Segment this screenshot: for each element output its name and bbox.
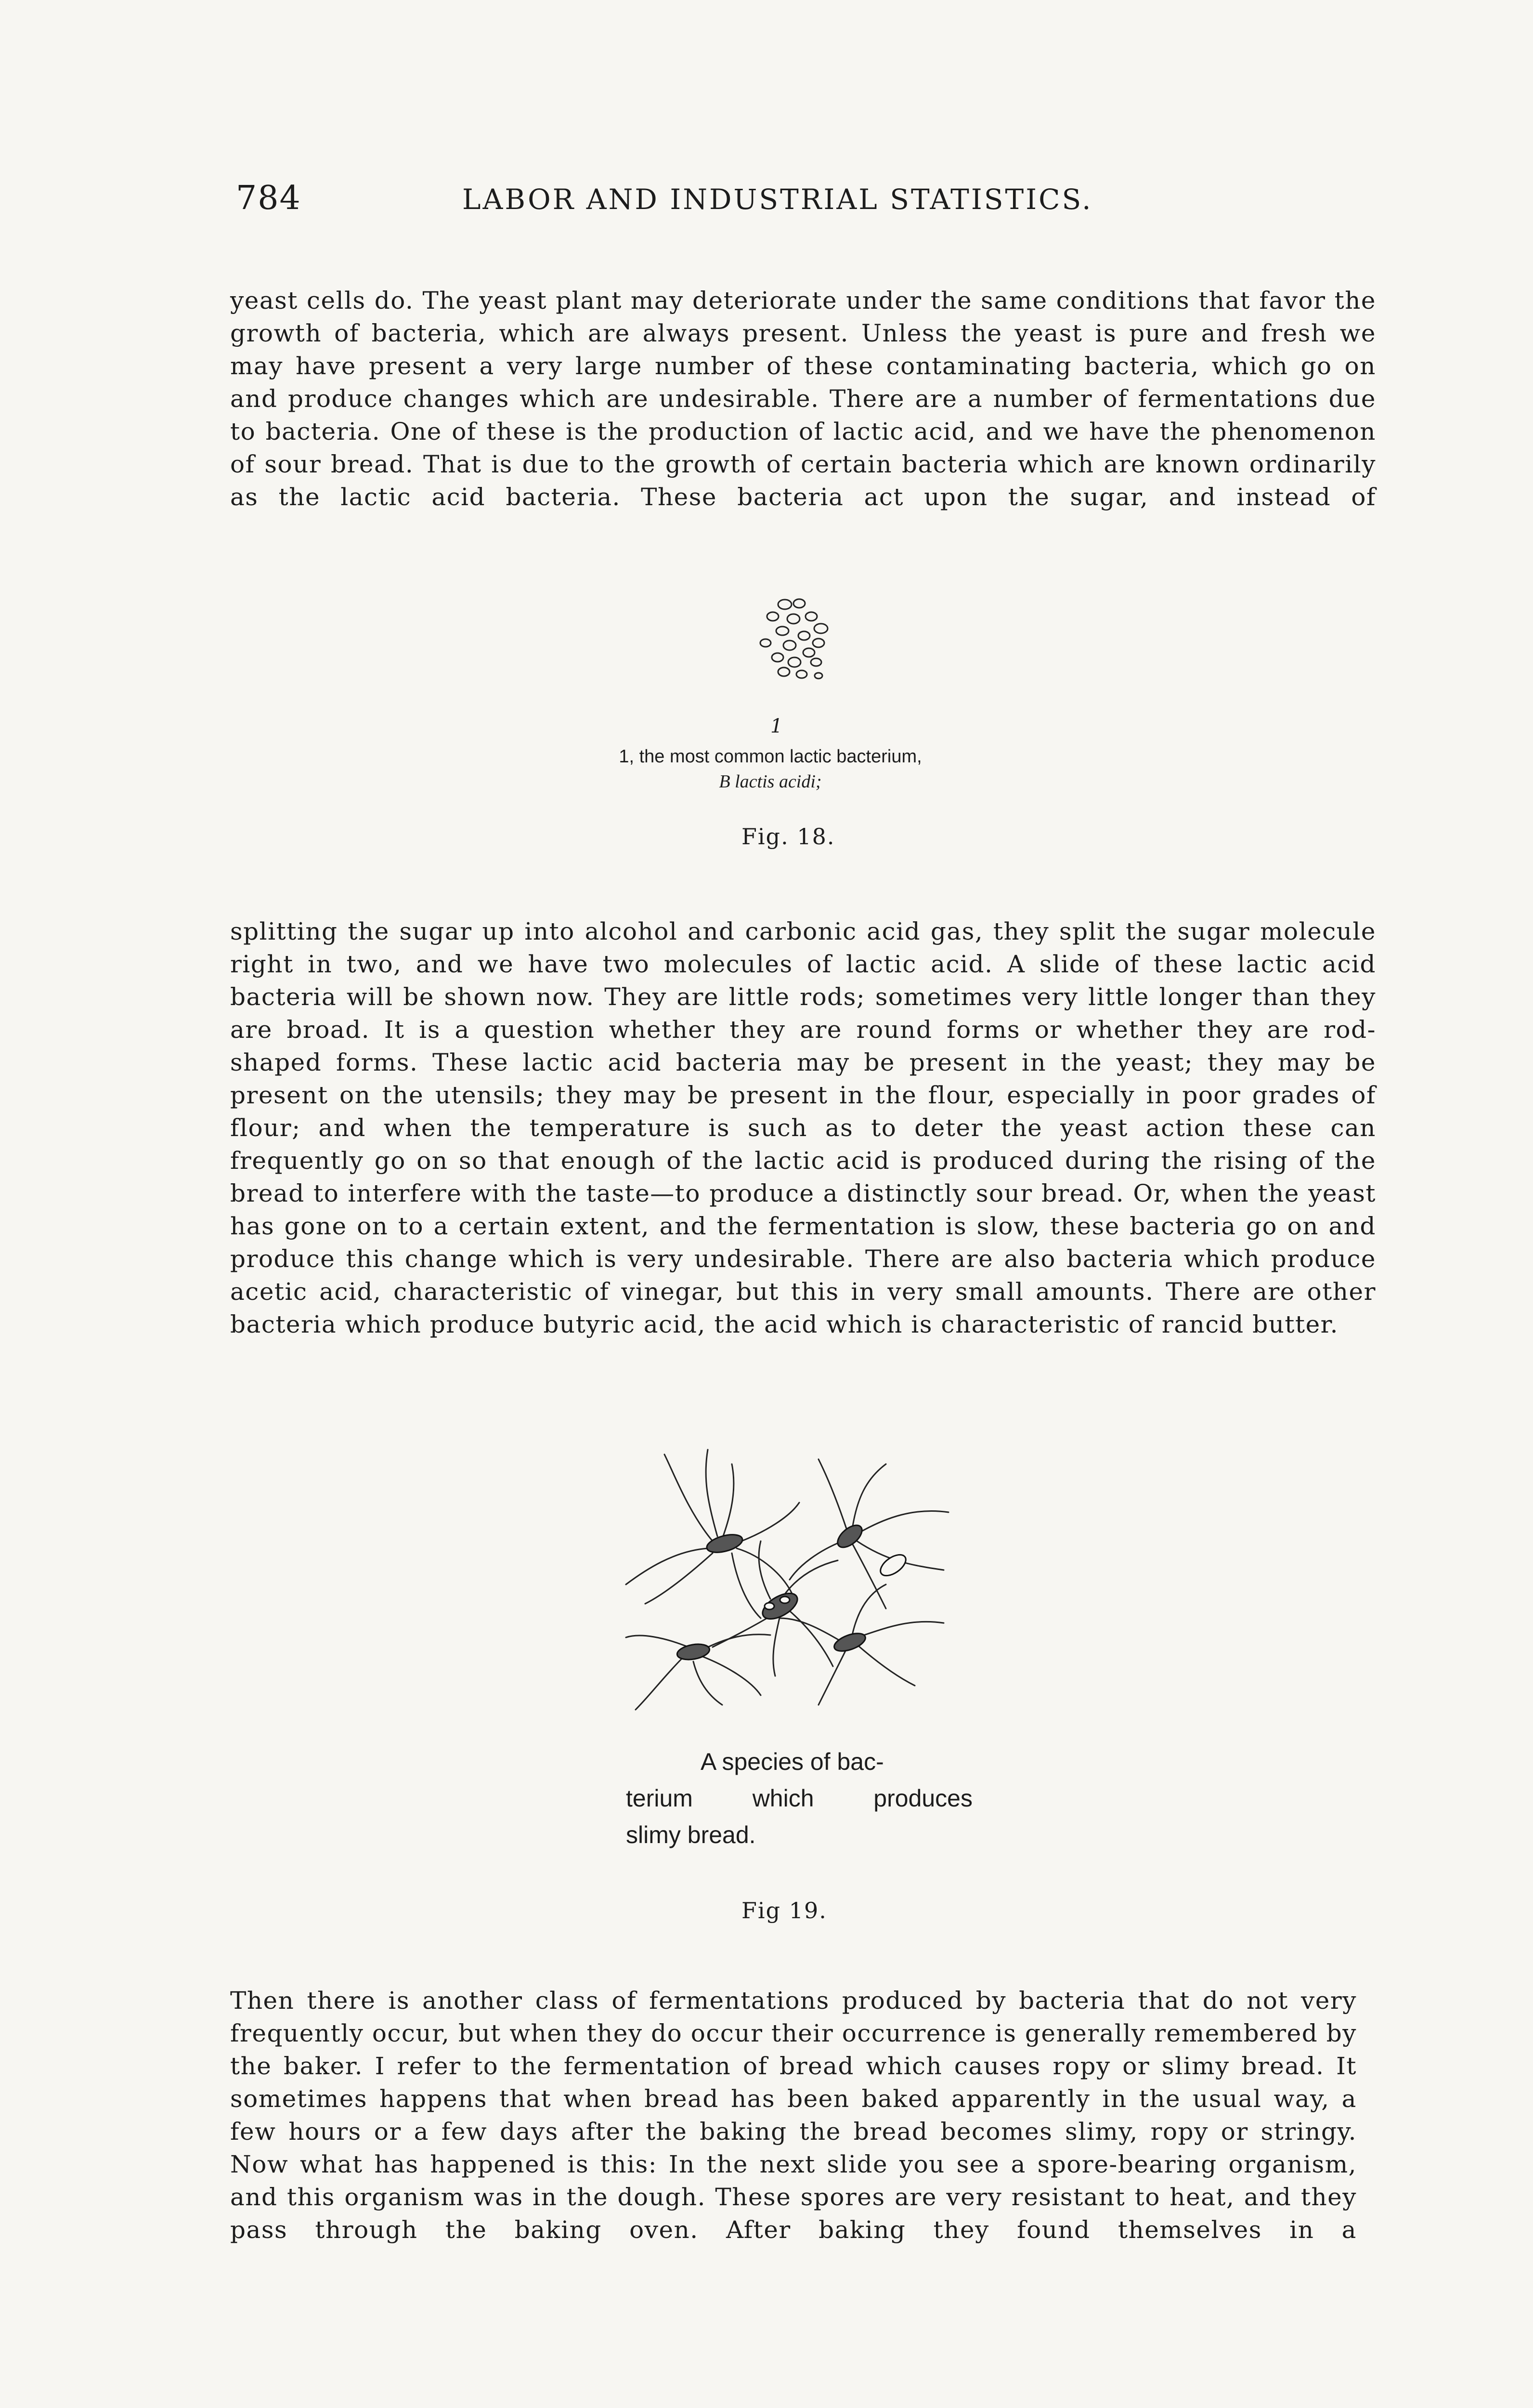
lactic-cell	[798, 631, 810, 640]
figure-19-caption-line: terium which produces	[626, 1785, 973, 1812]
paragraph-lactic-acid: splitting the sugar up into alcohol and carbonic acid gas, they split the sugar molecule right in two, and we have two molecules of lactic acid. A slide of these lactic acid bacteria will be shown now. They are little rods; sometimes very little longer than they are broad. It is a question whether they are round forms or whether they are rod-shaped forms. These lactic acid bacteria may be present in the yeast; they may be present on the utensils; they may be present in the flour, especially in poor grades of flour; and when the temperature is such as to deter the yeast action these can frequently go on so that enough of the lactic acid is produced during the rising of the bread to interfere with the taste—to produce a distinctly sour bread. Or, when the yeast has gone on to a certain extent, and the fermentation is slow, these bacteria go on and produce this change which is very undesirable. There are also bacteria which produce acetic acid, characteristic of vinegar, but this in very small amounts. There are other bacteria which produce butyric acid, the acid which is characteristic of rancid butter.	[230, 917, 1376, 1338]
lactic-cell	[813, 639, 824, 647]
paragraph-ropy-bread: Then there is another class of fermentations produced by bacteria that do not very frequently occur, but when they do occur their occurrence is generally remembered by the baker. I refer to the fermentation of bread which causes ropy or slimy bread. It sometimes happens that when bread has been baked apparently in the usual way, a few hours or a few days after the baking the bread becomes slimy, ropy or stringy. Now what has happened is this: In the next slide you see a spore-bearing organism, and this organism was in the dough. These spores are very resistant to heat, and they pass through the baking oven. After baking they found themselves in a	[230, 1987, 1357, 2244]
lactic-bacteria-illustration	[722, 590, 867, 744]
figure-18-species-name: B lactis acidi;	[719, 772, 822, 792]
spore	[780, 1597, 790, 1603]
lactic-cell	[776, 627, 789, 635]
lactic-cell	[787, 614, 800, 624]
rod-bacterium	[705, 1531, 744, 1556]
figure-18-label: Fig. 18.	[741, 824, 835, 850]
running-head: LABOR AND INDUSTRIAL STATISTICS.	[462, 183, 1093, 216]
figure-19-caption	[626, 1743, 973, 1853]
page-number: 784	[236, 179, 301, 217]
figure-18-caption-line: 1, the most common lactic bacterium,	[619, 746, 922, 767]
figure-19-label: Fig 19.	[741, 1898, 827, 1924]
rod-bacterium	[834, 1521, 866, 1551]
lactic-cell	[793, 599, 805, 608]
page-header	[236, 179, 1358, 222]
spore	[765, 1603, 774, 1610]
lactic-cell	[772, 653, 783, 662]
rod-bacterium	[832, 1630, 868, 1654]
lactic-cell	[811, 658, 821, 666]
lactic-cell	[760, 639, 771, 647]
lactic-cell	[803, 648, 815, 657]
figure-19-caption-line: slimy bread.	[626, 1821, 756, 1848]
lactic-cell	[815, 673, 822, 679]
lactic-cell	[778, 667, 790, 676]
lactic-cell	[805, 612, 817, 621]
lactic-cell	[767, 612, 779, 621]
figure-18-caption	[501, 744, 1040, 794]
slimy-bread-bacterium-illustration	[616, 1445, 963, 1714]
lactic-cell	[778, 600, 792, 609]
lactic-cell	[814, 624, 828, 633]
figure-18-number: 1	[770, 715, 783, 737]
lactic-cell	[796, 670, 807, 678]
paragraph-sour-bread-intro: yeast cells do. The yeast plant may deteriorate under the same conditions that favor the growth of bacteria, which are always present. Unless the yeast is pure and fresh we may have present a very large number of these contaminating bacteria, which go on and produce changes which are undesirable. There are a number of fermentations due to bacteria. One of these is the production of lactic acid, and we have the phenomenon of sour bread. That is due to the growth of certain bacteria which are known ordinarily as the lactic acid bacteria. These bacteria act upon the sugar, and instead of	[230, 287, 1376, 511]
lactic-cell	[788, 657, 801, 667]
lactic-cell	[783, 641, 796, 650]
figure-19-caption-line: A species of bac-	[701, 1748, 884, 1775]
